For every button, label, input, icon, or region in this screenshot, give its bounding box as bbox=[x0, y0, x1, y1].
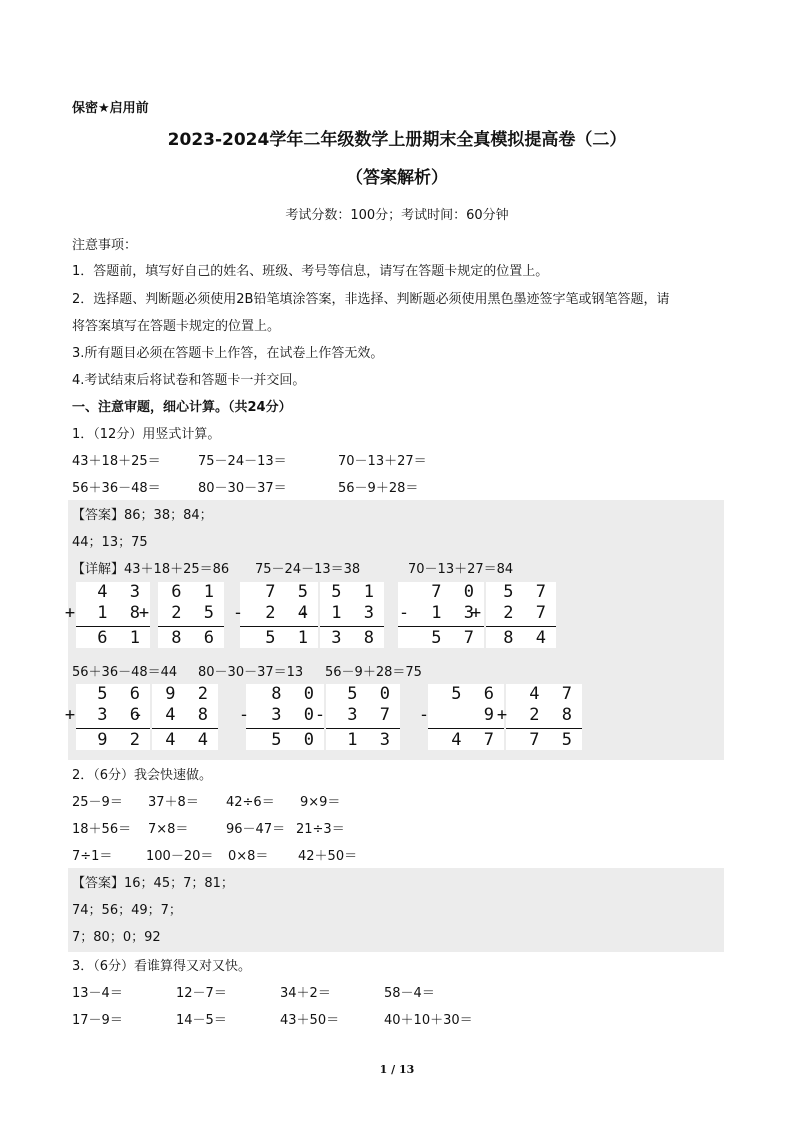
vertical-calc: 7 0 - 1 3 5 7 bbox=[398, 582, 484, 648]
page-title: 2023-2024学年二年级数学上册期末全真模拟提高卷（二） bbox=[167, 130, 627, 150]
equation: 80－30－37＝ bbox=[198, 481, 287, 496]
vertical-calc: 4 7 + 2 8 7 5 bbox=[506, 684, 582, 750]
equation: 42÷6＝ bbox=[226, 795, 275, 810]
answer-line: 【答案】16；45；7；81； bbox=[72, 876, 234, 891]
equation: 9×9＝ bbox=[300, 795, 341, 810]
vertical-calc: 5 0 - 3 7 1 3 bbox=[326, 684, 400, 750]
question-title: 2．（6分）我会快速做。 bbox=[72, 768, 213, 783]
equation: 70－13＋27＝ bbox=[338, 454, 427, 469]
vertical-calc: 5 1 - 1 3 3 8 bbox=[320, 582, 384, 648]
vertical-calc: 6 1 + 2 5 8 6 bbox=[158, 582, 224, 648]
exam-info: 考试分数：100分；考试时间：60分钟 bbox=[285, 208, 509, 223]
page-subtitle: （答案解析） bbox=[346, 168, 448, 188]
equation: 18＋56＝ bbox=[72, 822, 132, 837]
section-title: 一、注意审题，细心计算。（共24分） bbox=[72, 400, 292, 415]
equation: 43＋18＋25＝ bbox=[72, 454, 161, 469]
answer-line: 74；56；49；7； bbox=[72, 903, 182, 918]
answer-line: 7；80；0；92 bbox=[72, 930, 161, 945]
equation: 7×8＝ bbox=[148, 822, 189, 837]
notice-item: 3.所有题目必须在答题卡上作答，在试卷上作答无效。 bbox=[72, 346, 384, 361]
detail-line: 56－9＋28＝75 bbox=[325, 665, 422, 680]
notice-item: 将答案填写在答题卡规定的位置上。 bbox=[72, 319, 281, 334]
equation: 75－24－13＝ bbox=[198, 454, 287, 469]
vertical-calc: 5 6 - 9 4 7 bbox=[428, 684, 504, 750]
equation: 37＋8＝ bbox=[148, 795, 199, 810]
confidential-mark: 保密★启用前 bbox=[72, 101, 149, 116]
vertical-calc: 7 5 - 2 4 5 1 bbox=[240, 582, 318, 648]
equation: 96－47＝ bbox=[226, 822, 286, 837]
answer-line: 【答案】86；38；84； bbox=[72, 508, 213, 523]
detail-line: 75－24－13＝38 bbox=[255, 562, 361, 577]
equation: 7÷1＝ bbox=[72, 849, 113, 864]
equation: 56－9＋28＝ bbox=[338, 481, 419, 496]
notice-item: 2．选择题、判断题必须使用2B铅笔填涂答案，非选择、判断题必须使用黑色墨迹签字笔或钢笔答题，请 bbox=[72, 292, 670, 307]
detail-line: 70－13＋27＝84 bbox=[408, 562, 514, 577]
equation: 34＋2＝ bbox=[280, 986, 331, 1001]
detail-line: 56＋36－48＝44 bbox=[72, 665, 178, 680]
equation: 12－7＝ bbox=[176, 986, 227, 1001]
notice-item: 1．答题前，填写好自己的姓名、班级、考号等信息，请写在答题卡规定的位置上。 bbox=[72, 264, 549, 279]
equation: 100－20＝ bbox=[146, 849, 214, 864]
equation: 0×8＝ bbox=[228, 849, 269, 864]
vertical-calc: 9 2 - 4 8 4 4 bbox=[152, 684, 218, 750]
question-title: 3．（6分）看谁算得又对又快。 bbox=[72, 959, 252, 974]
equation: 56＋36－48＝ bbox=[72, 481, 161, 496]
equation: 21÷3＝ bbox=[296, 822, 345, 837]
equation: 43＋50＝ bbox=[280, 1013, 340, 1028]
notice-item: 4.考试结束后将试卷和答题卡一并交回。 bbox=[72, 373, 306, 388]
answer-line: 44；13；75 bbox=[72, 535, 148, 550]
equation: 14－5＝ bbox=[176, 1013, 227, 1028]
notice-heading: 注意事项： bbox=[72, 238, 138, 253]
detail-line: 【详解】43＋18＋25＝86 bbox=[72, 562, 230, 577]
equation: 42＋50＝ bbox=[298, 849, 358, 864]
equation: 13－4＝ bbox=[72, 986, 123, 1001]
vertical-calc: 8 0 - 3 0 5 0 bbox=[246, 684, 324, 750]
equation: 40＋10＋30＝ bbox=[384, 1013, 473, 1028]
question-title: 1．（12分）用竖式计算。 bbox=[72, 427, 221, 442]
vertical-calc: 4 3 + 1 8 6 1 bbox=[76, 582, 150, 648]
vertical-calc: 5 7 + 2 7 8 4 bbox=[486, 582, 556, 648]
detail-line: 80－30－37＝13 bbox=[198, 665, 304, 680]
equation: 25－9＝ bbox=[72, 795, 123, 810]
vertical-calc: 5 6 + 3 6 9 2 bbox=[76, 684, 150, 750]
equation: 58－4＝ bbox=[384, 986, 435, 1001]
equation: 17－9＝ bbox=[72, 1013, 123, 1028]
page-number: 1 / 13 bbox=[379, 1063, 415, 1076]
